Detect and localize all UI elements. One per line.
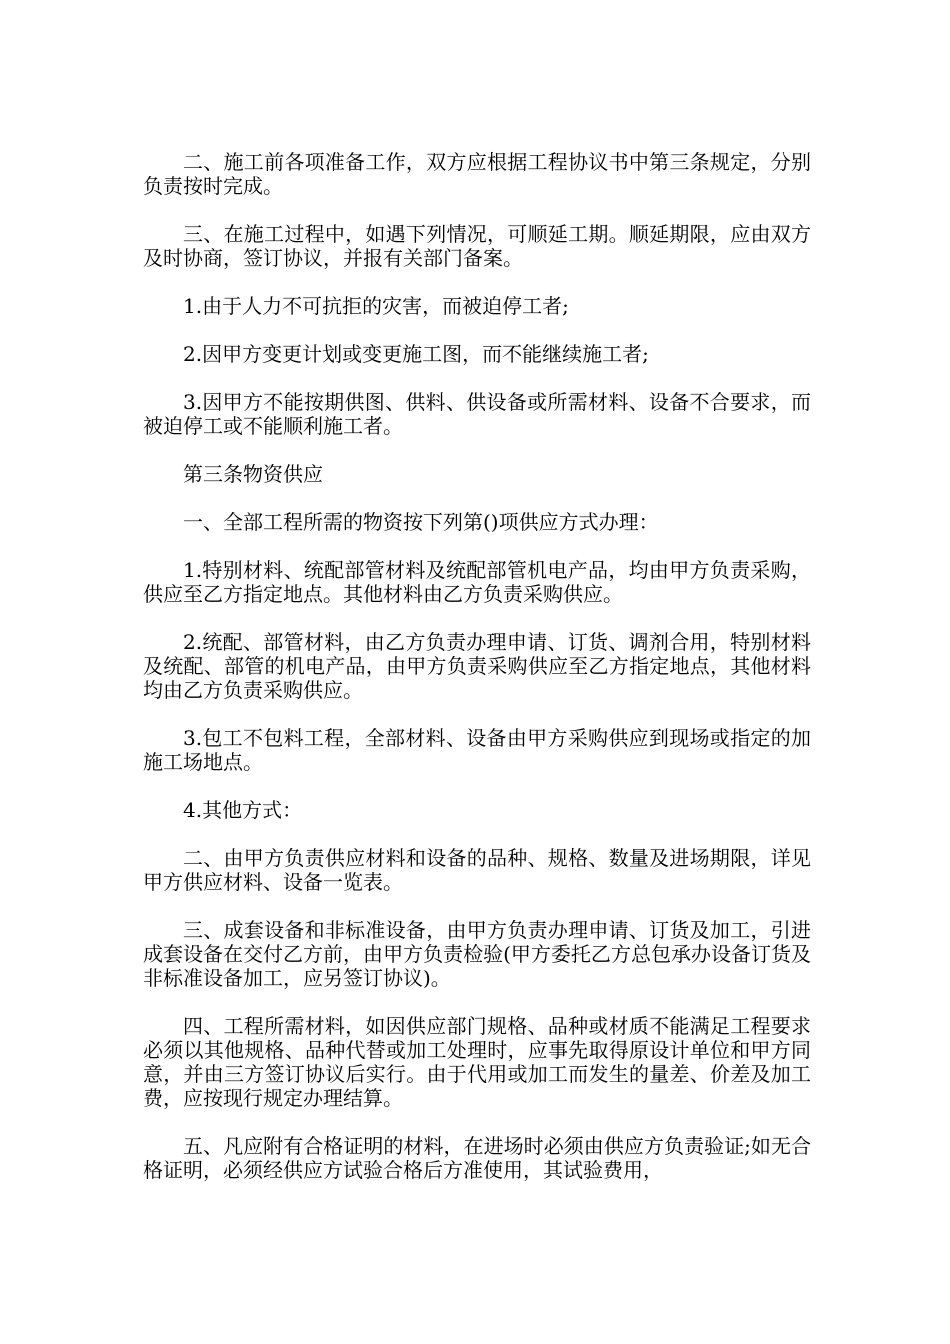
paragraph-material-specs: 二、由甲方负责供应材料和设备的品种、规格、数量及进场期限，详见甲方供应材料、设备一览表。: [143, 846, 811, 894]
paragraph-material-substitution: 四、工程所需材料，如因供应部门规格、品种或材质不能满足工程要求必须以其他规格、品种代替或加工处理时，应事先取得原设计单位和甲方同意，并由三方签订协议后实行。由于代用或加工而发生的量差、价差及加工费，应按现行规定办理结算。: [143, 1014, 811, 1110]
paragraph-supply-option-2: 2.统配、部管材料，由乙方负责办理申请、订货、调剂合用，特别材料及统配、部管的机电产品，由甲方负责采购供应至乙方指定地点，其他材料均由乙方负责采购供应。: [143, 630, 811, 702]
paragraph-extension-item-3: 3.因甲方不能按期供图、供料、供设备或所需材料、设备不合要求，而被迫停工或不能顺利施工者。: [143, 390, 811, 438]
paragraph-schedule-extension: 三、在施工过程中，如遇下列情况，可顺延工期。顺延期限，应由双方及时协商，签订协议，并报有关部门备案。: [143, 222, 811, 270]
paragraph-extension-item-1: 1.由于人力不可抗拒的灾害，而被迫停工者;: [183, 294, 569, 318]
paragraph-extension-item-2: 2.因甲方变更计划或变更施工图，而不能继续施工者;: [183, 342, 649, 366]
paragraph-certificate-verification: 五、凡应附有合格证明的材料，在进场时必须由供应方负责验证;如无合格证明，必须经供应方试验合格后方准使用，其试验费用，: [143, 1134, 811, 1182]
paragraph-construction-preparation: 二、施工前各项准备工作，双方应根据工程协议书中第三条规定，分别负责按时完成。: [143, 150, 811, 198]
document-body: [143, 150, 811, 1206]
section-heading-article-3: 第三条物资供应: [183, 462, 323, 486]
paragraph-complete-equipment: 三、成套设备和非标准设备，由甲方负责办理申请、订货及加工，引进成套设备在交付乙方前，由甲方负责检验(甲方委托乙方总包承办设备订货及非标准设备加工，应另签订协议)。: [143, 918, 811, 990]
paragraph-supply-option-1: 1.特别材料、统配部管材料及统配部管机电产品，均由甲方负责采购，供应至乙方指定地点。其他材料由乙方负责采购供应。: [143, 558, 811, 606]
paragraph-supply-method: 一、全部工程所需的物资按下列第()项供应方式办理：: [183, 510, 659, 534]
paragraph-supply-option-3: 3.包工不包料工程，全部材料、设备由甲方采购供应到现场或指定的加施工场地点。: [143, 726, 811, 774]
paragraph-supply-option-4: 4.其他方式：: [183, 798, 303, 822]
